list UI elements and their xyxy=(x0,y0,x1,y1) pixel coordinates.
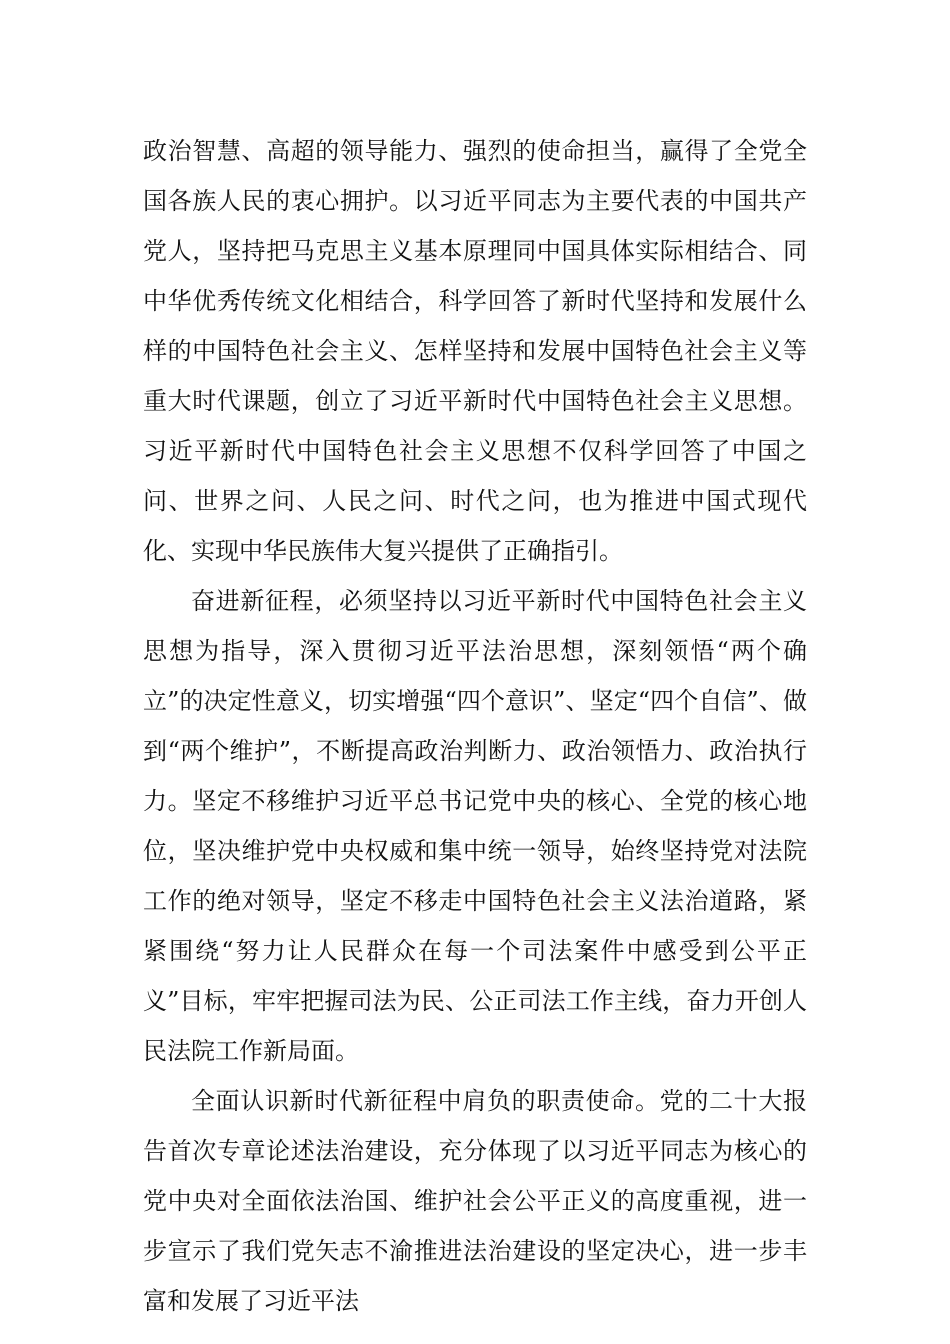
paragraph-new-journey: 奋进新征程，必须坚持以习近平新时代中国特色社会主义思想为指导，深入贯彻习近平法治思想，深刻领悟“两个确立”的决定性意义，切实增强“四个意识”、坚定“四个自信”、做到“两个维护”，不断提高政治判断力、政治领悟力、政治执行力。坚定不移维护习近平总书记党中央的核心、全党的核心地位，坚决维护党中央权威和集中统一领导，始终坚持党对法院工作的绝对领导，坚定不移走中国特色社会主义法治道路，紧紧围绕“努力让人民群众在每一个司法案件中感受到公平正义”目标，牢牢把握司法为民、公正司法工作主线，奋力开创人民法院工作新局面。 xyxy=(143,587,807,1065)
paragraph-continuation: 政治智慧、高超的领导能力、强烈的使命担当，赢得了全党全国各族人民的衷心拥护。以习近平同志为主要代表的中国共产党人，坚持把马克思主义基本原理同中国具体实际相结合、同中华优秀传统文化相结合，科学回答了新时代坚持和发展什么样的中国特色社会主义、怎样坚持和发展中国特色社会主义等重大时代课题，创立了习近平新时代中国特色社会主义思想。习近平新时代中国特色社会主义思想不仅科学回答了中国之问、世界之问、人民之问、时代之问，也为推进中国式现代化、实现中华民族伟大复兴提供了正确指引。 xyxy=(143,137,807,565)
document-body xyxy=(143,126,807,1326)
paragraph-mission: 全面认识新时代新征程中肩负的职责使命。党的二十大报告首次专章论述法治建设，充分体现了以习近平同志为核心的党中央对全面依法治国、维护社会公平正义的高度重视，进一步宣示了我们党矢志不渝推进法治建设的坚定决心，进一步丰富和发展了习近平法 xyxy=(143,1087,807,1315)
